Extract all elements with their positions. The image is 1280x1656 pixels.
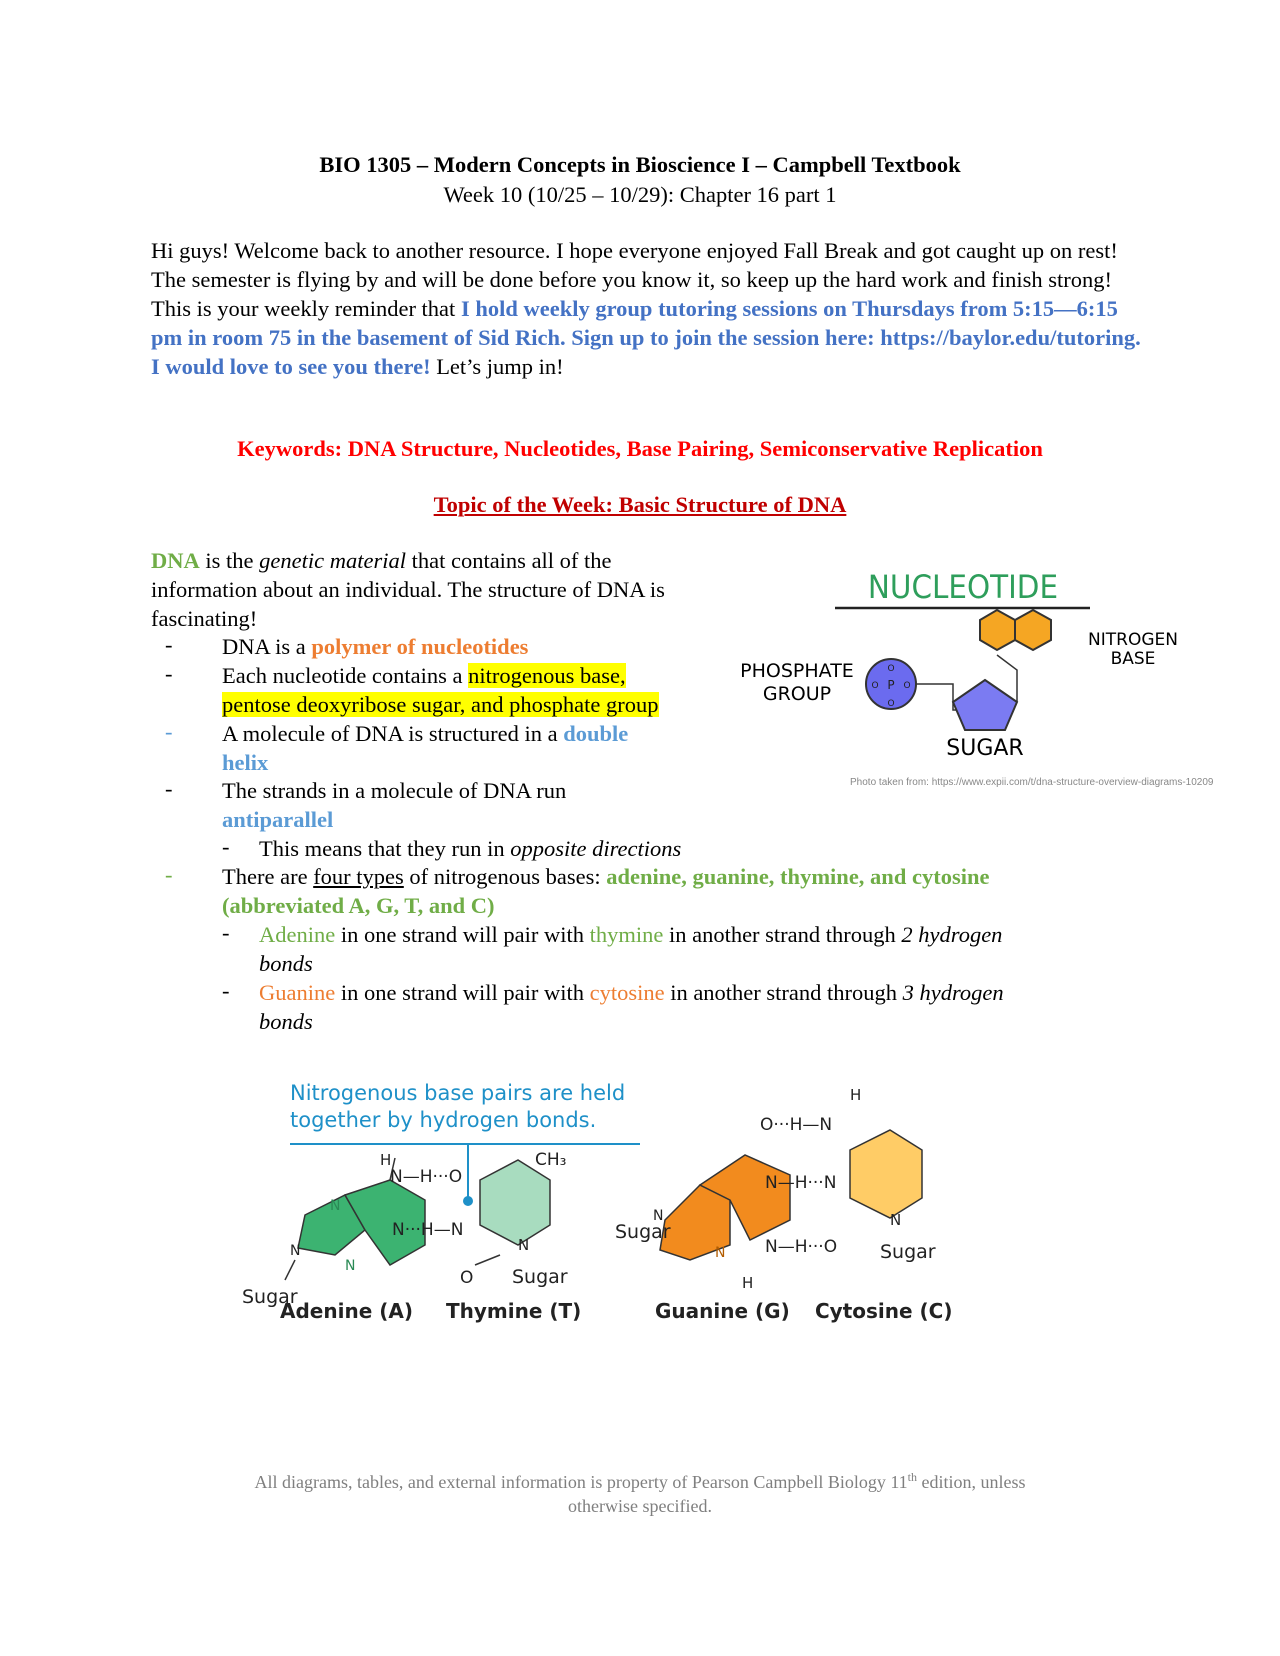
guanine-N: N: [653, 1208, 664, 1224]
thymine-O: O: [460, 1268, 474, 1288]
sugar-label: SUGAR: [946, 736, 1024, 761]
document-subtitle: Week 10 (10/25 – 10/29): Chapter 16 part 1: [443, 182, 837, 207]
bullet-dash: -: [165, 719, 173, 744]
bullet-nucleotide-parts: Each nucleotide contains a nitrogenous base, pentose deoxyribose sugar, and phosphate group: [222, 663, 659, 717]
guanine-c-bond-top: O···H—N: [760, 1115, 833, 1135]
topic-heading: Topic of the Week: Basic Structure of DNA: [433, 492, 847, 517]
cytosine-H: H: [850, 1086, 862, 1104]
dna-paragraph: DNA is the genetic material that contains all of the information about an individual. The structure of DNA is fascinating!: [151, 548, 665, 631]
thymine-sugar: Sugar: [512, 1266, 568, 1288]
adenine-H: H: [380, 1151, 392, 1169]
bullet-four-bases: There are four types of nitrogenous bases: adenine, guanine, thymine, and cytosine (abbreviated A, G, T, and C): [222, 864, 990, 918]
nucleotide-diagram: [735, 560, 1185, 770]
adenine-N: N: [330, 1198, 341, 1214]
bullet-at-pairing: Adenine in one strand will pair with thymine in another strand through 2 hydrogen bonds: [259, 922, 1003, 976]
photo-credit: Photo taken from: https://www.expii.com/t/dna-structure-overview-diagrams-10209: [850, 777, 1214, 788]
adenine-t-bond-bottom: N···H—N: [392, 1220, 464, 1240]
guanine-H: H: [742, 1274, 754, 1292]
keywords-line: Keywords: DNA Structure, Nucleotides, Base Pairing, Semiconservative Replication: [237, 436, 1043, 461]
tutoring-reminder: I hold weekly group tutoring sessions on Thursdays from 5:15—6:15 pm in room 75 in the basement of Sid Rich. Sign up to join the session here: https://baylor.edu/tutoring. I would love to see you there!: [151, 296, 1141, 379]
intro-paragraph: Hi guys! Welcome back to another resource. I hope everyone enjoyed Fall Break and got caught up on rest! The semester is flying by and will be done before you know it, so keep up the hard work and finish strong! This is your weekly reminder that I hold weekly group tutoring sessions on Thursdays from 5:15—6:15 pm in room 75 in the basement of Sid Rich. Sign up to join the session here: https://baylor.edu/tutoring. I would love to see you there! Let’s jump in!: [151, 238, 1141, 379]
bullet-dash: -: [165, 862, 173, 887]
phosphate-O-top: O: [887, 664, 895, 674]
caption-line-1: Nitrogenous base pairs are held: [290, 1081, 626, 1105]
nitrogen-base-ring-1: [980, 610, 1015, 650]
phosphate-label-2: GROUP: [762, 683, 832, 705]
adenine-name: Adenine (A): [280, 1299, 413, 1323]
guanine-c-bond-mid: N—H···N: [765, 1173, 837, 1193]
bullet-opposite-directions: This means that they run in opposite directions: [259, 836, 682, 861]
sugar-shape: [953, 680, 1017, 730]
phosphate-P: P: [887, 678, 895, 692]
footer-attribution: All diagrams, tables, and external information is property of Pearson Campbell Biology 11th edition, unless otherwise specified.: [254, 1470, 1026, 1516]
thymine-N: N: [518, 1236, 530, 1254]
adenine-t-bond-top: N—H···O: [390, 1167, 463, 1187]
phosphate-O-right: O: [903, 681, 911, 691]
guanine-c-bond-bottom: N—H···O: [765, 1237, 838, 1257]
sub-bullet-dash: -: [222, 834, 230, 859]
guanine-sugar: Sugar: [615, 1221, 671, 1243]
guanine-N2: N: [715, 1245, 726, 1261]
guanine-name: Guanine (G): [655, 1299, 790, 1323]
nitrogen-base-ring-2: [1015, 610, 1051, 650]
adenine-N3: N: [345, 1258, 356, 1274]
caption-line-2: together by hydrogen bonds.: [290, 1108, 597, 1132]
thymine-CH3: CH₃: [535, 1150, 567, 1170]
document-title: BIO 1305 – Modern Concepts in Bioscience I – Campbell Textbook: [319, 152, 961, 177]
thymine-name: Thymine (T): [446, 1299, 582, 1323]
phosphate-O-bottom: O: [887, 699, 895, 709]
base-pair-diagram: [242, 1070, 1010, 1400]
cytosine-N: N: [890, 1211, 902, 1229]
nitrogen-label-1: NITROGEN: [1088, 630, 1178, 650]
phosphate-label-1: PHOSPHATE: [740, 660, 854, 682]
adenine-sugar: Sugar: [242, 1286, 298, 1308]
nitrogen-label-2: BASE: [1110, 649, 1156, 669]
bullet-gc-pairing: Guanine in one strand will pair with cytosine in another strand through 3 hydrogen bonds: [259, 980, 1004, 1034]
bullet-dash: -: [165, 661, 173, 686]
bullet-dash: -: [165, 776, 173, 801]
bullet-polymer: DNA is a polymer of nucleotides: [222, 634, 529, 659]
cytosine-name: Cytosine (C): [815, 1299, 953, 1323]
bullet-dash: -: [165, 632, 173, 657]
cytosine-sugar: Sugar: [880, 1241, 936, 1263]
bullet-double-helix: A molecule of DNA is structured in a double helix: [222, 721, 629, 775]
adenine-N2: N: [290, 1243, 301, 1259]
cytosine-ring: [850, 1130, 922, 1218]
sub-bullet-dash: -: [222, 920, 230, 945]
phosphate-O-left: O: [871, 681, 879, 691]
nucleotide-title: NUCLEOTIDE: [867, 568, 1059, 607]
bullet-antiparallel: The strands in a molecule of DNA run antiparallel: [222, 778, 567, 832]
sub-bullet-dash: -: [222, 978, 230, 1003]
thymine-ring: [480, 1160, 550, 1245]
